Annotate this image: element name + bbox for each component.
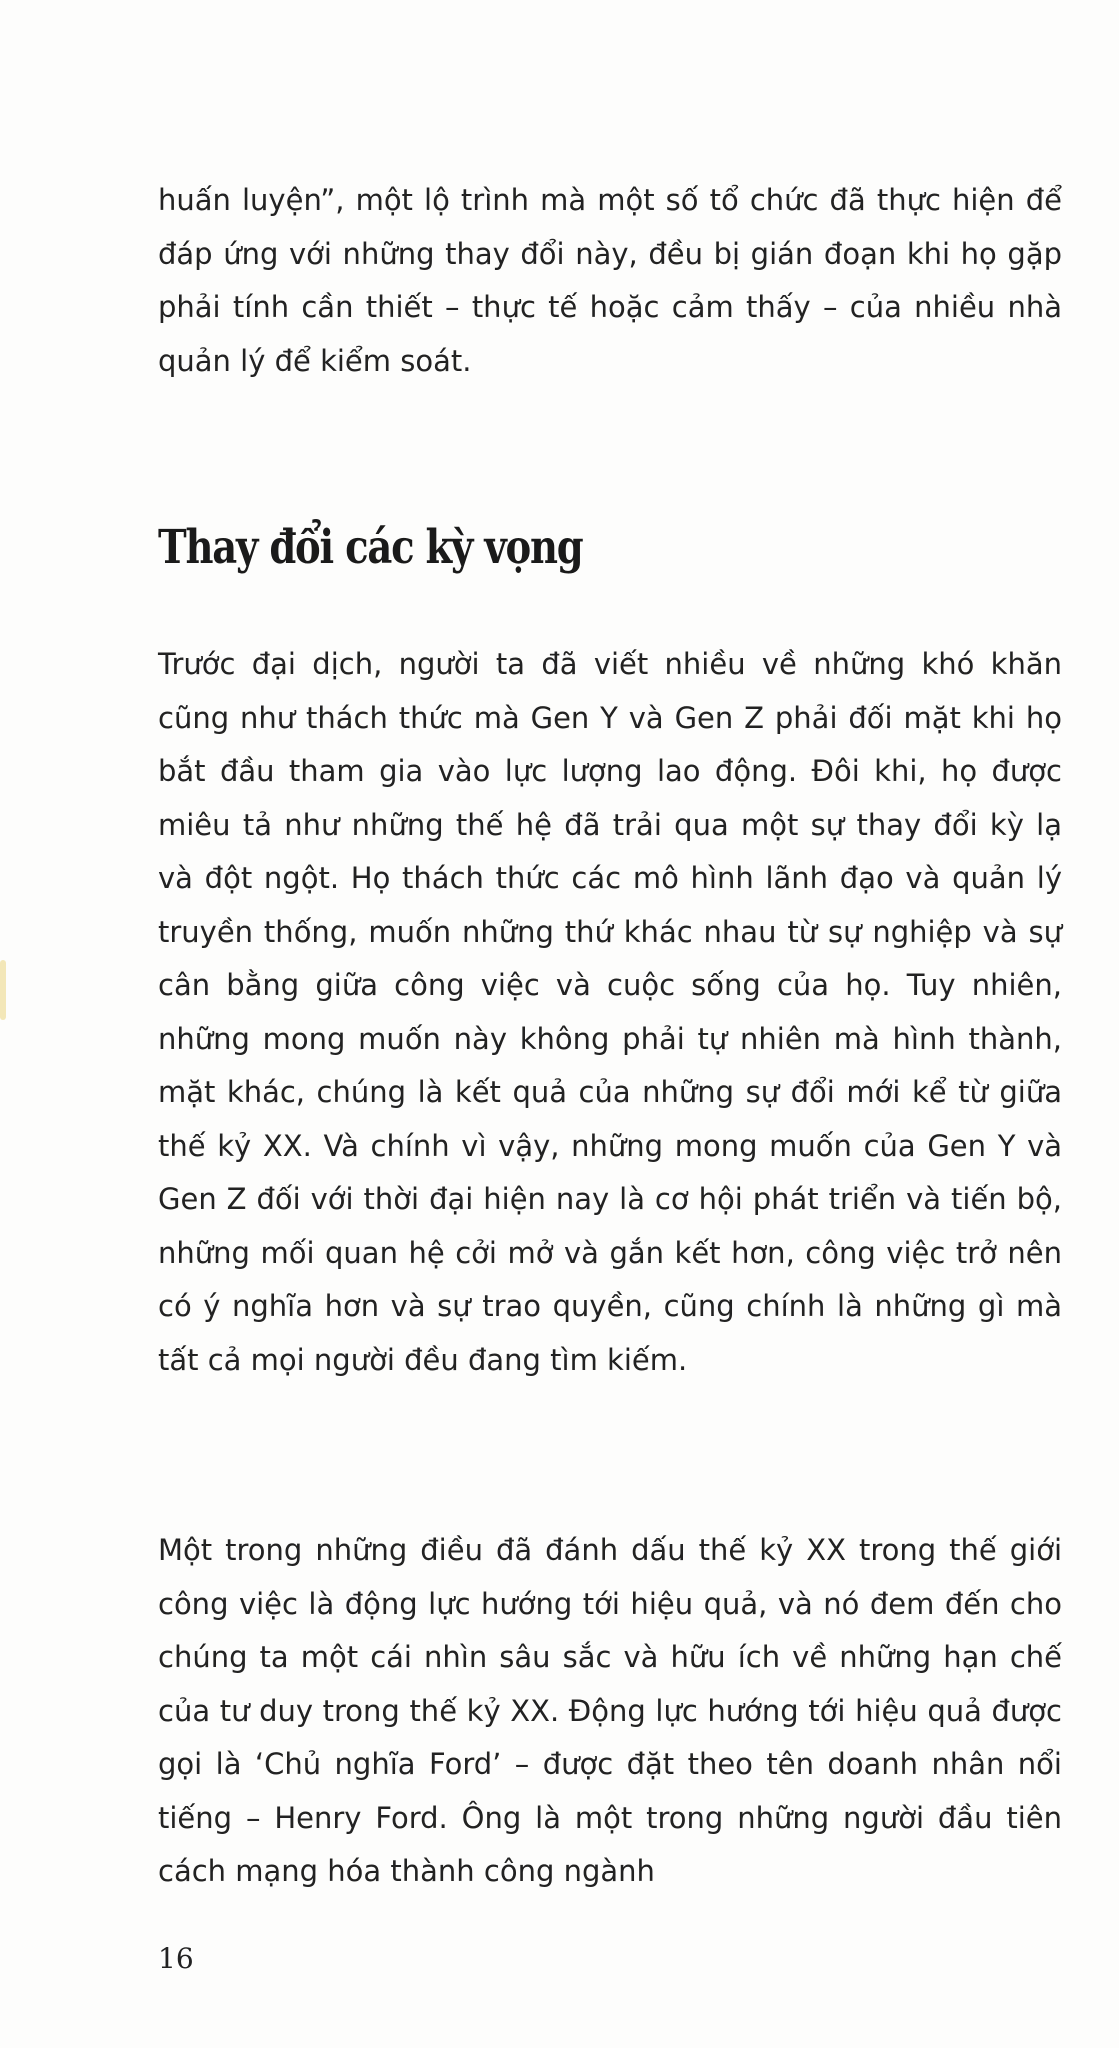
section-heading: Thay đổi các kỳ vọng xyxy=(158,520,583,575)
margin-highlight-mark xyxy=(0,960,6,1020)
text-block-section-2 xyxy=(158,1524,1062,1899)
paragraph-continued: huấn luyện”, một lộ trình mà một số tổ chức đã thực hiện để đáp ứng với những thay đổi này, đều bị gián đoạn khi họ gặp phải tính cần thiết – thực tế hoặc cảm thấy – của nhiều nhà quản lý để kiểm soát. xyxy=(158,183,1062,378)
paragraph-fordism: Một trong những điều đã đánh dấu thế kỷ XX trong thế giới công việc là động lực hướng tới hiệu quả, và nó đem đến cho chúng ta một cái nhìn sâu sắc và hữu ích về những hạn chế của tư duy trong thế kỷ XX. Động lực hướng tới hiệu quả được gọi là ‘Chủ nghĩa Ford’ – được đặt theo tên doanh nhân nổi tiếng – Henry Ford. Ông là một trong những người đầu tiên cách mạng hóa thành công ngành xyxy=(158,1533,1062,1888)
text-block-top xyxy=(158,174,1062,388)
page-number: 16 xyxy=(158,1942,194,1975)
paragraph-expectations: Trước đại dịch, người ta đã viết nhiều về những khó khăn cũng như thách thức mà Gen Y và Gen Z phải đối mặt khi họ bắt đầu tham gia vào lực lượng lao động. Đôi khi, họ được miêu tả như những thế hệ đã trải qua một sự thay đổi kỳ lạ và đột ngột. Họ thách thức các mô hình lãnh đạo và quản lý truyền thống, muốn những thứ khác nhau từ sự nghiệp và sự cân bằng giữa công việc và cuộc sống của họ. Tuy nhiên, những mong muốn này không phải tự nhiên mà hình thành, mặt khác, chúng là kết quả của những sự đổi mới kể từ giữa thế kỷ XX. Và chính vì vậy, những mong muốn của Gen Y và Gen Z đối với thời đại hiện nay là cơ hội phát triển và tiến bộ, những mối quan hệ cởi mở và gắn kết hơn, công việc trở nên có ý nghĩa hơn và sự trao quyền, cũng chính là những gì mà tất cả mọi người đều đang tìm kiếm. xyxy=(158,647,1062,1377)
text-block-section-1 xyxy=(158,638,1062,1387)
